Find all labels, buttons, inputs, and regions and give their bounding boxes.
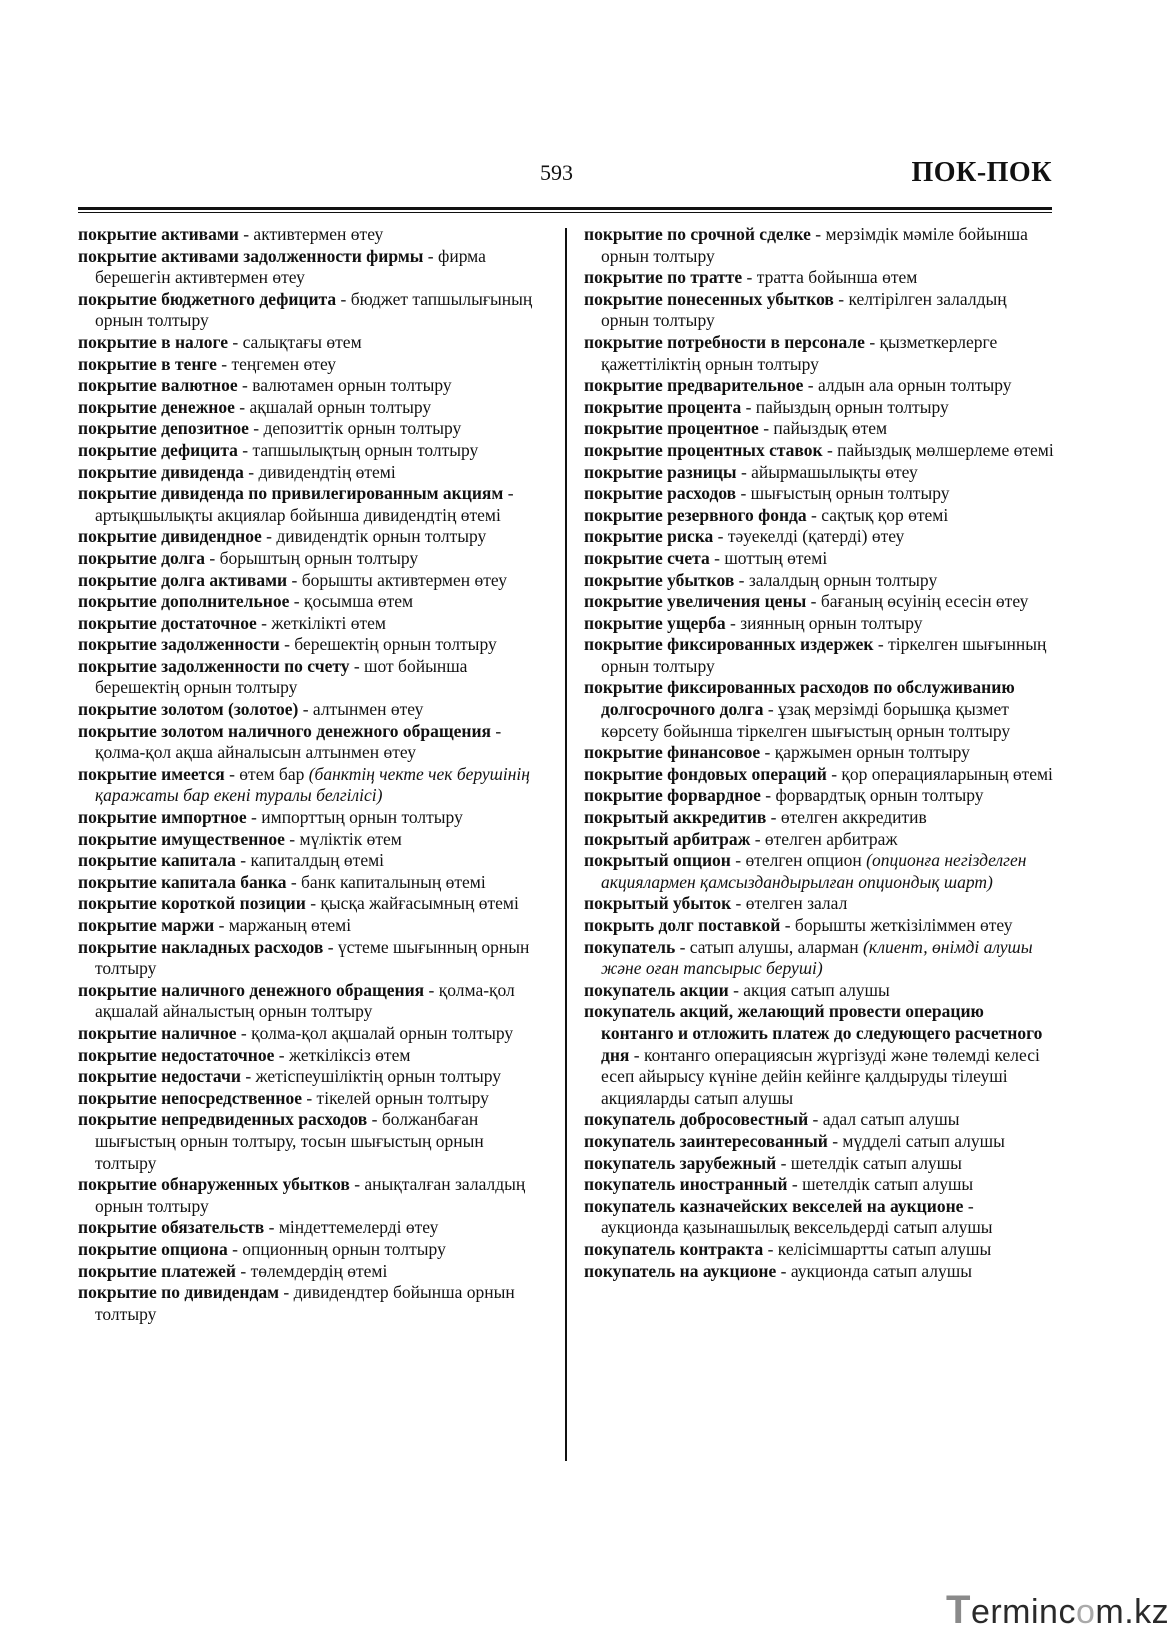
dictionary-entry [78, 440, 548, 462]
dictionary-entry [78, 483, 548, 526]
entry-term: покрытие предварительное [584, 375, 804, 396]
entry-term: покупатель казначейских векселей на аукционе [584, 1195, 964, 1216]
entry-term: покрытие задолженности по счету [78, 655, 350, 676]
page-header: ПОК-ПОК [911, 157, 1052, 188]
entry-term: покрытие депозитное [78, 418, 249, 439]
entry-term: покрытие процентных ставок [584, 439, 823, 460]
dictionary-entry [78, 764, 548, 807]
entry-definition: - дивидендтер бойынша орнын толтыру [95, 1282, 515, 1324]
entry-definition: - капиталдың өтемі [235, 850, 385, 871]
entry-term: покрытие золотом наличного денежного обращения [78, 720, 492, 741]
dictionary-entry [584, 613, 1054, 635]
dictionary-entry [584, 267, 1054, 289]
entry-definition: - үстеме шығынның орнын толтыру [95, 936, 530, 979]
dictionary-entry [584, 742, 1054, 764]
dictionary-entry [584, 418, 1054, 440]
entry-definition: - айырмашылықты өтеу [736, 461, 918, 482]
entry-definition: - пайыздың орнын толтыру [741, 396, 949, 417]
dictionary-entry [584, 764, 1054, 786]
entry-definition: - болжанбаған шығыстың орнын толтыру, тосын шығыстың орнын толтыру [95, 1109, 484, 1173]
entry-definition: - аукционда қазынашылық вексельдерді сатып алушы [601, 1195, 993, 1238]
dictionary-entry [584, 937, 1054, 980]
entry-definition: - өтелген аккредитив [766, 807, 927, 828]
dictionary-entry [78, 893, 548, 915]
entry-term: покрытие достаточное [78, 612, 257, 633]
entry-term: покрытие наличного денежного обращения [78, 979, 425, 1000]
entry-definition: - қолма-қол ақшалай орнын толтыру [236, 1022, 514, 1043]
dictionary-entry [78, 548, 548, 570]
entry-term: покупатель добросовестный [584, 1109, 809, 1130]
entry-definition: - теңгемен өтеу [216, 353, 337, 374]
entry-definition: - активтермен өтеу [238, 224, 384, 244]
dictionary-entry [78, 1045, 548, 1067]
entry-definition: - мүдделі сатып алушы [827, 1130, 1005, 1151]
dictionary-entry [584, 634, 1054, 677]
entry-term: покупатель контракта [584, 1238, 764, 1259]
entry-definition: - шығыстың орнын толтыру [736, 483, 950, 504]
entry-note: (банктің чекте чек берушінің қаражаты бар екені туралы белгілісі) [95, 763, 530, 806]
entry-term: покрытие золотом (золотое) [78, 699, 299, 720]
entry-definition: - келтірілген залалдың орнын толтыру [601, 288, 1007, 331]
entry-term: покрытие дополнительное [78, 591, 290, 612]
entry-term: покрытие задолженности [78, 634, 280, 655]
entry-definition: - зиянның орнын толтыру [725, 612, 923, 633]
entry-definition: - алтынмен өтеу [298, 699, 424, 720]
entry-definition: - қаржымен орнын толтыру [760, 742, 970, 763]
dictionary-entry [584, 483, 1054, 505]
entry-definition: - аукционда сатып алушы [776, 1260, 972, 1281]
dictionary-entry [584, 785, 1054, 807]
entry-term: покрытие ущерба [584, 612, 726, 633]
entry-term: покрытие дефицита [78, 439, 238, 460]
entry-term: покрытие по срочной сделке [584, 224, 811, 244]
entry-definition: - депозиттік орнын толтыру [248, 418, 462, 439]
dictionary-entry [584, 980, 1054, 1002]
entry-term: покрытие увеличения цены [584, 591, 807, 612]
entry-definition: - контанго операциясын жүргізуді және төлемді келесі есеп айырысу күніне дейін кейінге қалдыруды тілеуші акцияларды сатып алушы [601, 1044, 1040, 1108]
entry-term: покрытие потребности в персонале [584, 331, 865, 352]
entry-definition: - сатып алушы, аларман [675, 936, 864, 957]
entry-term: покрытие капитала [78, 850, 236, 871]
entry-definition: - мүліктік өтем [284, 828, 402, 849]
entry-term: покрытие форвардное [584, 785, 761, 806]
entry-term: покрытый аккредитив [584, 807, 767, 828]
entry-term: покупатель акций, желающий провести операцию контанго и отложить платеж до следующего расчетного дня [584, 1001, 1043, 1065]
entry-term: покрытие бюджетного дефицита [78, 288, 337, 309]
dictionary-entry [78, 937, 548, 980]
entry-definition: - өтелген опцион [730, 850, 867, 871]
entry-definition: - бағаның өсуінің есесін өтеу [806, 591, 1029, 612]
dictionary-entry [78, 829, 548, 851]
dictionary-entry [584, 570, 1054, 592]
entry-term: покрытие денежное [78, 396, 235, 417]
entry-term: покрытие расходов [584, 483, 737, 504]
dictionary-entry [584, 548, 1054, 570]
entry-definition: - артықшылықты акциялар бойынша дивидендтің өтемі [95, 483, 514, 525]
dictionary-entry [78, 1174, 548, 1217]
dictionary-entry [78, 224, 548, 246]
entry-definition: - опционның орнын толтыру [227, 1238, 446, 1259]
dictionary-entry [584, 505, 1054, 527]
entry-definition: - борышты жеткізіліммен өтеу [780, 915, 1013, 935]
entry-definition: - адал сатып алушы [808, 1109, 960, 1130]
dictionary-entry [78, 570, 548, 592]
entry-term: покрытие фиксированных издержек [584, 634, 874, 655]
entry-definition: - тратта бойынша өтем [742, 267, 918, 288]
entry-term: покрытие в тенге [78, 353, 217, 374]
entry-term: покупатель иностранный [584, 1174, 788, 1195]
entry-definition: - төлемдердің өтемі [236, 1260, 388, 1281]
dictionary-entry [78, 656, 548, 699]
dictionary-entry [78, 850, 548, 872]
entry-definition: - тікелей орнын толтыру [301, 1087, 489, 1108]
entry-definition: - өтелген арбитраж [750, 828, 898, 849]
entry-term: покупатель заинтересованный [584, 1130, 828, 1151]
dictionary-entry [584, 850, 1054, 893]
entry-term: покрытие накладных расходов [78, 936, 324, 957]
dictionary-entry [584, 1239, 1054, 1261]
entry-term: покрытие короткой позиции [78, 893, 306, 914]
entry-definition: - фирма берешегін активтермен өтеу [95, 245, 486, 288]
entry-definition: - пайыздық өтем [758, 418, 888, 439]
dictionary-entry [584, 1261, 1054, 1283]
dictionary-entry [78, 1023, 548, 1045]
entry-definition: - шетелдік сатып алушы [787, 1174, 974, 1195]
dictionary-entry [78, 807, 548, 829]
header-rule-thin [78, 212, 1052, 213]
entry-term: покрытие обнаруженных убытков [78, 1174, 350, 1195]
dictionary-entry [78, 591, 548, 613]
dictionary-entry [78, 699, 548, 721]
dictionary-entry [584, 1174, 1054, 1196]
entry-definition: - валютамен орнын толтыру [237, 375, 452, 396]
entry-term: покрытие импортное [78, 807, 247, 828]
dictionary-entry [78, 1239, 548, 1261]
entry-definition: - қысқа жайғасымның өтемі [305, 893, 519, 914]
entry-term: покрытие фиксированных расходов по обслуживанию долгосрочного долга [584, 677, 1015, 720]
dictionary-entry [78, 613, 548, 635]
dictionary-entry [78, 462, 548, 484]
dictionary-entry [584, 332, 1054, 375]
entry-definition: - шот бойынша берешектің орнын толтыру [95, 655, 468, 698]
page-number: 593 [540, 160, 573, 185]
entry-definition: - анықталған залалдың орнын толтыру [95, 1174, 526, 1216]
entry-definition: - акция сатып алушы [728, 979, 890, 1000]
entry-definition: - маржаның өтемі [214, 915, 352, 935]
watermark-logo [946, 1588, 1169, 1633]
dictionary-entry [78, 246, 548, 289]
entry-term: покупатель на аукционе [584, 1260, 777, 1281]
entry-term: покрытие финансовое [584, 742, 761, 763]
entry-definition: - жеткілікті өтем [256, 612, 386, 633]
dictionary-entry [584, 397, 1054, 419]
entry-term: покрытый убыток [584, 893, 732, 914]
entry-definition: - өтем бар [224, 763, 309, 784]
entry-definition: - жетіспеушіліктің орнын толтыру [240, 1066, 502, 1087]
entry-note: (клиент, өнімді алушы және оған тапсырыс беруші) [601, 936, 1033, 979]
dictionary-entry [78, 915, 548, 937]
entry-definition: - жеткіліксіз өтем [274, 1044, 411, 1065]
entry-term: покрытие долга активами [78, 569, 288, 590]
entry-definition: - берешектің орнын толтыру [279, 634, 497, 655]
header-rule-thick [78, 207, 1052, 210]
entry-definition: - сақтық қор өтемі [806, 504, 949, 525]
entry-definition: - ақшалай орнын толтыру [234, 396, 432, 417]
column-divider [565, 228, 567, 1461]
dictionary-entry [584, 807, 1054, 829]
entry-term: покрыть долг поставкой [584, 915, 781, 935]
dictionary-entry [78, 1282, 548, 1325]
entry-term: покрытие процентное [584, 418, 759, 439]
entry-term: покрытие разницы [584, 461, 737, 482]
entry-term: покрытие понесенных убытков [584, 288, 834, 309]
dictionary-entry [584, 1131, 1054, 1153]
entry-definition: - шетелдік сатып алушы [776, 1152, 962, 1173]
entry-term: покрытие капитала банка [78, 871, 287, 892]
entry-definition: - алдын ала орнын толтыру [803, 375, 1012, 396]
dictionary-entry [584, 375, 1054, 397]
dictionary-entry [78, 634, 548, 656]
watermark-text-middle: erminc [970, 1593, 1076, 1631]
dictionary-entry [78, 721, 548, 764]
entry-term: покрытие валютное [78, 375, 238, 396]
entry-definition: - борыштың орнын толтыру [205, 547, 419, 568]
entry-term: покрытие непредвиденных расходов [78, 1109, 368, 1130]
entry-term: покупатель акции [584, 979, 729, 1000]
entry-definition: - залалдың орнын толтыру [734, 569, 938, 590]
dictionary-entry [78, 1261, 548, 1283]
dictionary-entry [584, 915, 1054, 937]
entry-term: покрытие активами задолженности фирмы [78, 245, 424, 266]
entry-term: покрытие платежей [78, 1260, 237, 1281]
entry-term: покрытие по тратте [584, 267, 743, 288]
entry-term: покупатель [584, 936, 676, 957]
entry-definition: - тәуекелді (қатерді) өтеу [713, 526, 905, 547]
entry-definition: - импорттың орнын толтыру [246, 807, 463, 828]
entry-definition: - өтелген залал [731, 893, 848, 914]
entry-definition: - ұзақ мерзімді борышқа қызмет көрсету бойынша тіркелген шығыстың орнын толтыру [601, 699, 1011, 741]
entry-definition: - бюджет тапшылығының орнын толтыру [95, 288, 533, 331]
entry-term: покрытие наличное [78, 1022, 237, 1043]
entry-term: покрытие дивиденда по привилегированным акциям [78, 483, 504, 504]
entry-term: покрытие имущественное [78, 828, 285, 849]
entry-definition: - тапшылықтың орнын толтыру [237, 439, 479, 460]
dictionary-entry [78, 418, 548, 440]
dictionary-entry [584, 1153, 1054, 1175]
entry-definition: - форвардтық орнын толтыру [760, 785, 984, 806]
entry-term: покрытие активами [78, 224, 239, 244]
dictionary-entry [584, 526, 1054, 548]
entry-term: покрытие опциона [78, 1238, 228, 1259]
watermark-letter-t: T [946, 1588, 971, 1632]
entry-definition: - қосымша өтем [289, 591, 414, 612]
entry-term: покрытие резервного фонда [584, 504, 807, 525]
entry-definition: - дивидендтік орнын толтыру [261, 526, 487, 547]
entry-definition: - мерзімдік мәміле бойынша орнын толтыру [601, 224, 1028, 266]
dictionary-entry [584, 677, 1054, 742]
entry-term: покрытие долга [78, 547, 206, 568]
entry-definition: - қолма-қол ақшалай айналыстың орнын толтыру [95, 979, 515, 1022]
entry-term: покрытие обязательств [78, 1217, 265, 1238]
entry-term: покрытие имеется [78, 763, 225, 784]
entry-term: покупатель зарубежный [584, 1152, 777, 1173]
dictionary-entry [584, 1001, 1054, 1109]
entry-term: покрытие непосредственное [78, 1087, 302, 1108]
entry-definition: - қызметкерлерге қажеттіліктің орнын толтыру [601, 331, 998, 374]
dictionary-entry [78, 397, 548, 419]
entry-term: покрытие недостаточное [78, 1044, 275, 1065]
entry-term: покрытие риска [584, 526, 714, 547]
dictionary-entry [584, 289, 1054, 332]
right-column [584, 224, 1054, 1282]
entry-term: покрытие счета [584, 547, 710, 568]
dictionary-entry [78, 375, 548, 397]
dictionary-entry [78, 289, 548, 332]
entry-definition: - қор операцияларының өтемі [826, 763, 1053, 784]
entry-term: покрытие по дивидендам [78, 1282, 280, 1303]
dictionary-entry [78, 1109, 548, 1174]
entry-definition: - тіркелген шығынның орнын толтыру [601, 634, 1047, 676]
dictionary-entry [584, 1109, 1054, 1131]
entry-term: покрытие недостачи [78, 1066, 241, 1087]
dictionary-entry [78, 526, 548, 548]
watermark-letter-o: o [1075, 1593, 1096, 1631]
left-column [78, 224, 548, 1325]
dictionary-entry [584, 440, 1054, 462]
entry-definition: - салықтағы өтем [228, 331, 362, 352]
dictionary-entry [78, 1088, 548, 1110]
entry-definition: - банк капиталының өтемі [286, 871, 486, 892]
entry-definition: - борышты активтермен өтеу [287, 569, 507, 590]
entry-term: покрытый арбитраж [584, 828, 751, 849]
entry-term: покрытие дивидендное [78, 526, 262, 547]
entry-definition: - пайыздық мөлшерлеме өтемі [822, 439, 1054, 460]
dictionary-entry [78, 980, 548, 1023]
dictionary-entry [584, 893, 1054, 915]
dictionary-entry [78, 332, 548, 354]
entry-definition: - міндеттемелерді өтеу [264, 1217, 439, 1238]
dictionary-entry [78, 872, 548, 894]
entry-note: (опционға негізделген акциялармен қамсыздандырылған опциондық шарт) [601, 850, 1027, 892]
entry-term: покрытие дивиденда [78, 461, 244, 482]
watermark-text-end: m.kz [1095, 1593, 1169, 1631]
entry-term: покрытие в налоге [78, 331, 228, 352]
entry-definition: - келісімшартты сатып алушы [763, 1238, 992, 1259]
dictionary-entry [584, 829, 1054, 851]
entry-definition: - қолма-қол ақша айналысын алтынмен өтеу [95, 720, 502, 763]
entry-definition: - шоттың өтемі [709, 547, 828, 568]
dictionary-entry [78, 1217, 548, 1239]
entry-definition: - дивидендтің өтемі [243, 461, 396, 482]
dictionary-entry [584, 462, 1054, 484]
dictionary-entry [78, 1066, 548, 1088]
dictionary-entry [584, 591, 1054, 613]
entry-term: покрытие фондовых операций [584, 763, 827, 784]
dictionary-entry [78, 354, 548, 376]
dictionary-entry [584, 1196, 1054, 1239]
entry-term: покрытие маржи [78, 915, 215, 935]
entry-term: покрытие убытков [584, 569, 735, 590]
entry-term: покрытый опцион [584, 850, 731, 871]
entry-term: покрытие процента [584, 396, 742, 417]
dictionary-entry [584, 224, 1054, 267]
